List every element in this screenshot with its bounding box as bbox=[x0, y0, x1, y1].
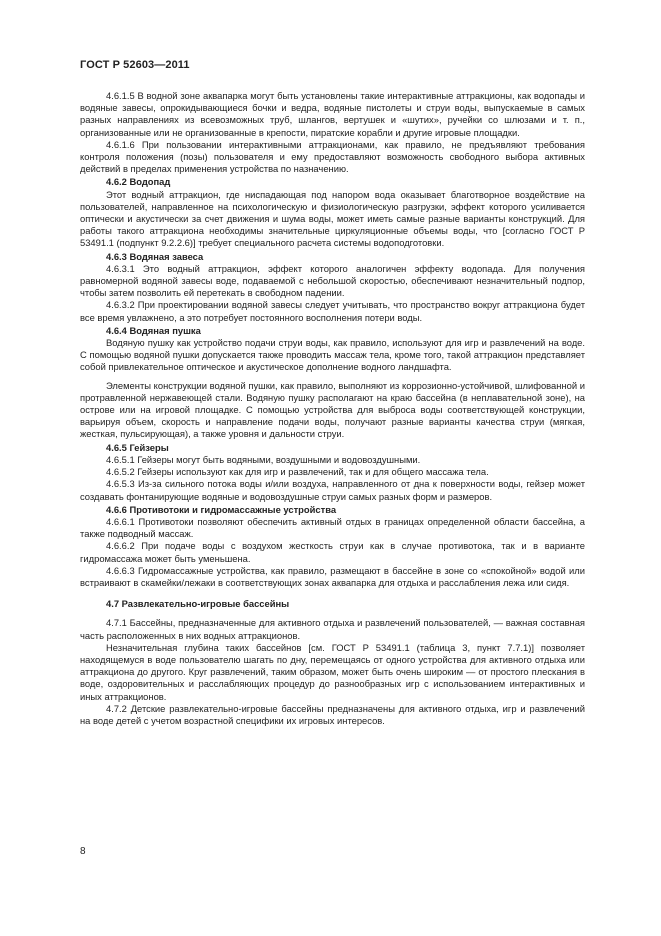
paragraph-4-6-4-a: Водяную пушку как устройство подачи струи воды, как правило, используют для игр и развлечений на воде. С помощью водяной пушки допускается также проводить массаж тела, кроме того, такой аттракцион представляет собой привлекательное оптическое и акустическое дополнение водного ландшафта. bbox=[80, 337, 585, 373]
paragraph-4-6-3-2: 4.6.3.2 При проектировании водяной завесы следует учитывать, что пространство вокруг аттракциона будет все время увлажнено, а это потребует постоянного восполнения потери воды. bbox=[80, 299, 585, 323]
document-body bbox=[80, 90, 585, 727]
paragraph-4-6-5-3: 4.6.5.3 Из-за сильного потока воды и/или воздуха, направленного от дна к поверхности воды, гейзер может создавать фонтанирующие водяные и водовоздушные струи самых разных форм и размеров. bbox=[80, 478, 585, 502]
paragraph-4-6-1-5: 4.6.1.5 В водной зоне аквапарка могут быть установлены такие интерактивные аттракционы, как водопады и водяные завесы, опрокидывающиеся бочки и ведра, водяные пистолеты и струи воды, выпускаемые в самых разных направлениях из всевозможных труб, шлангов, вертушек и «шутих», ручейки со шлюзами и т. п., организованные или не организованные в крепости, пиратские корабли и другие игровые площадки. bbox=[80, 90, 585, 138]
paragraph-4-6-4-b: Элементы конструкции водяной пушки, как правило, выполняют из коррозионно-устойчивой, шлифованной и протравленной нержавеющей стали. Водяную пушку располагают на краю бассейна (в неплавательной зоне), на острове или на игровой площадке. С помощью устройства для выброса воды соответствующей конструкции, варьируя объем, скорость и направление подачи воды, получают разные варианты качества струи (мягкая, жесткая, пульсирующая), а также уровня и дальности струи. bbox=[80, 379, 585, 440]
subheading-4-6-3: 4.6.3 Водяная завеса bbox=[106, 250, 204, 262]
paragraph-4-6-6-1: 4.6.6.1 Противотоки позволяют обеспечить активный отдых в границах определенной области бассейна, а также подводный массаж. bbox=[80, 515, 585, 540]
subheading-4-6-6: 4.6.6 Противотоки и гидромассажные устройства bbox=[106, 503, 337, 515]
paragraph-4-6-5-2: 4.6.5.2 Гейзеры используют как для игр и развлечений, так и для общего массажа тела. bbox=[106, 466, 489, 478]
paragraph-4-6-6-2: 4.6.6.2 При подаче воды с воздухом жесткость струи как в случае противотока, так и в варианте гидромассажа может быть уменьшена. bbox=[80, 540, 585, 564]
paragraph-4-7-2: 4.7.2 Детские развлекательно-игровые бассейны предназначены для активного отдыха, игр и развлечений на воде детей с учетом возрастной специфики их игровых интересов. bbox=[80, 702, 585, 726]
document-code: ГОСТ Р 52603—2011 bbox=[80, 59, 190, 71]
paragraph-4-7-1-b: Незначительная глубина таких бассейнов [см. ГОСТ Р 53491.1 (таблица 3, пункт 7.7.1)] позволяет находящемуся в воде пользователю шагать по дну, перемещаясь от одного устройства для активного отдыха или аттракциона до другого. Круг развлечений, таким образом, может быть очень широким — от простого плескания в воде, оздоровительных и расслабляющих процедур до разнообразных игр с использованием интерактивных и иных аттракционов. bbox=[80, 641, 585, 702]
paragraph-4-6-5-1: 4.6.5.1 Гейзеры могут быть водяными, воздушными и водовоздушными. bbox=[106, 453, 421, 465]
paragraph-4-6-3-1: 4.6.3.1 Это водный аттракцион, эффект которого аналогичен эффекту водопада. Для получения равномерной водяной завесы воде, подаваемой с небольшой скоростью, обеспечивают незначительный подпор, чтобы затем позволить ей перетекать в свободном падении. bbox=[80, 262, 585, 299]
subheading-4-6-4: 4.6.4 Водяная пушка bbox=[106, 324, 201, 336]
subheading-4-6-5: 4.6.5 Гейзеры bbox=[106, 441, 169, 453]
paragraph-4-6-6-3: 4.6.6.3 Гидромассажные устройства, как правило, размещают в бассейне в зоне со «спокойной» водой или встраивают в скамейки/лежаки в соответствующих зонах аквапарка для отдыха и расслабления лежа или сидя. bbox=[80, 564, 585, 588]
page-number: 8 bbox=[80, 846, 86, 857]
section-heading-4-7: 4.7 Развлекательно-игровые бассейны bbox=[106, 598, 290, 610]
paragraph-4-6-1-6: 4.6.1.6 При пользовании интерактивными аттракционами, как правило, не предъявляют требования контроля положения (позы) пользователя и ему предоставляют возможность свободного выбора активных действий в пределах применения устройства по назначению. bbox=[80, 138, 585, 175]
subheading-4-6-2: 4.6.2 Водопад bbox=[106, 176, 171, 188]
paragraph-4-6-2: Этот водный аттракцион, где ниспадающая под напором вода оказывает благотворное воздействие на пользователей, направленное на психологическую и физиологическую разгрузки, эффект которого усиливается оптически и акустически за счет движения и шума воды, может иметь самые разные варианты конструкций. Для работы такого аттракциона необходимы значительные циркуляционные объемы воды, что [согласно ГОСТ Р 53491.1 (подпункт 9.2.2.6)] требует специального расчета системы водоподготовки. bbox=[80, 188, 585, 249]
paragraph-4-7-1: 4.7.1 Бассейны, предназначенные для активного отдыха и развлечений пользователей, — важная составная часть расположенных в них водных аттракционов. bbox=[80, 617, 585, 641]
